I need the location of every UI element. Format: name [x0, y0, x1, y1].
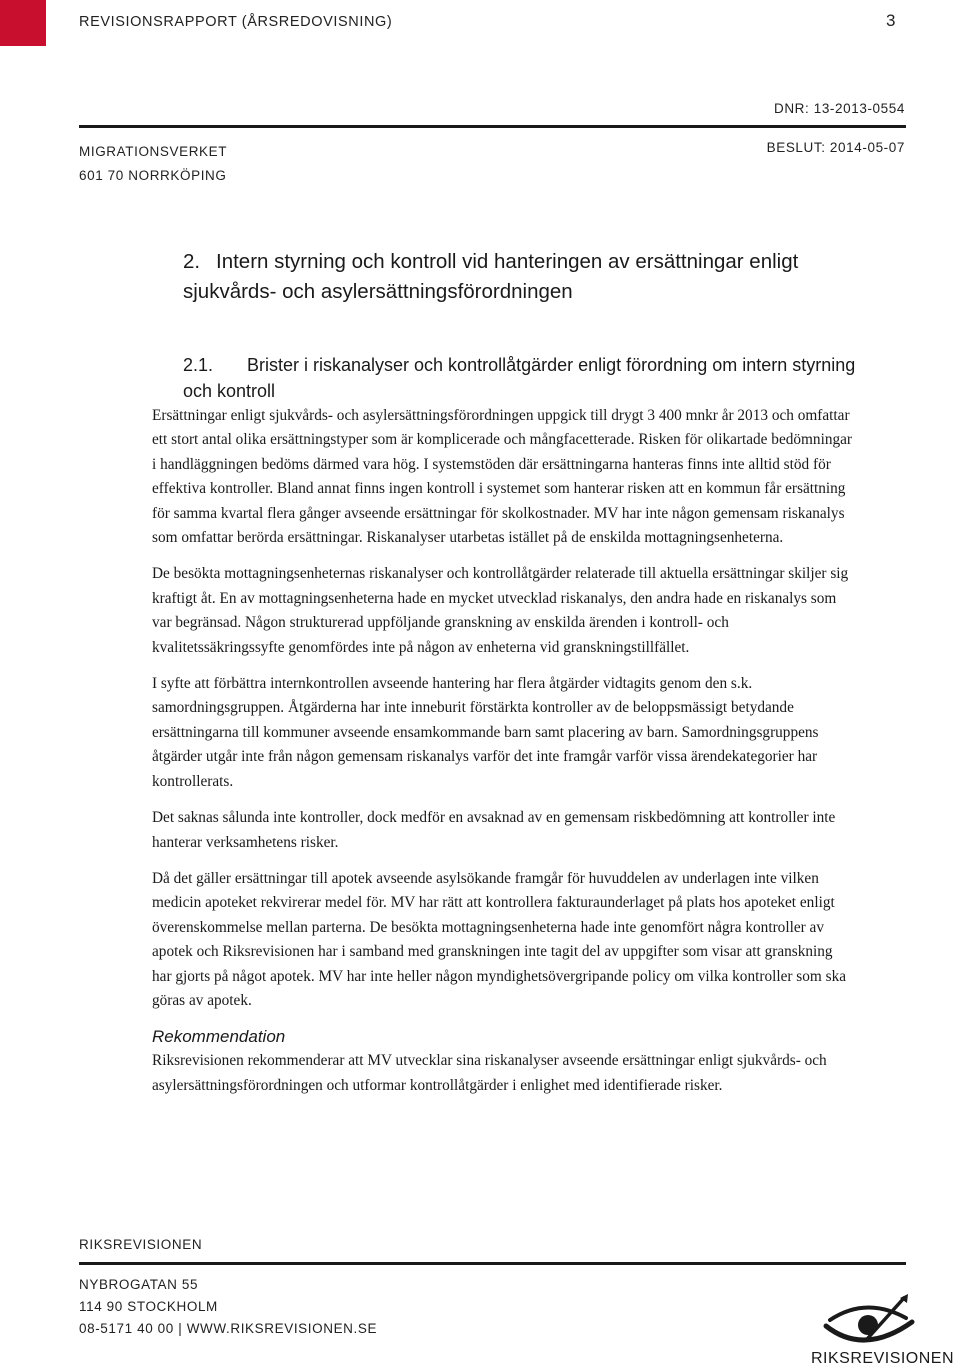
body-text — [152, 404, 852, 1110]
section-heading — [183, 247, 863, 307]
recipient-address: 601 70 NORRKÖPING — [79, 168, 227, 183]
recipient-block — [79, 140, 227, 188]
recommendation-heading: Rekommendation — [152, 1027, 286, 1047]
footer-contact — [79, 1318, 377, 1340]
diarienummer: DNR: 13-2013-0554 — [773, 101, 905, 116]
footer-separator: | — [178, 1321, 183, 1336]
recipient-name: MIGRATIONSVERKET — [79, 144, 228, 159]
logo-wordmark: RIKSREVISIONEN — [811, 1350, 955, 1367]
paragraph: Ersättningar enligt sjukvårds- och asylersättningsförordningen uppgick till drygt 3 400 mnkr år 2013 och omfattar ett stort antal olika ersättningstyper som är komplicerade och mångfacetterade. Risken för olikartade bedömningar i handläggningen bedöms därmed vara hög. I systemstöden där ersättningarna hanteras finns inte alltid stöd för effektiva kontroller. Bland annat finns ingen kontroll i systemet som hanterar risken att en kommun får ersättning för samma kvartal flera gånger avseende ersättningar för skolkostnader. MV har inte någon gemensam riskanalys som omfattar berörda ersättningar. Riskanalyser utarbetas istället på de enskilda mottagningsenheterna. — [152, 407, 853, 547]
page-number: 3 — [886, 11, 896, 30]
paragraph: De besökta mottagningsenheternas riskanalyser och kontrollåtgärder relaterade till aktuella ersättningar skiljer sig kraftigt åt. En av mottagningsenheterna hade en mycket utvecklad riskanalys, den andra hade en riskanalys som var begränsad. Någon strukturerad uppföljande granskning av enskilda ärenden i kontroll- och kvalitetssäkringssyfte genomfördes inte på någon av enheterna vid granskningstillfället. — [152, 565, 849, 656]
footer-city: 114 90 STOCKHOLM — [79, 1299, 218, 1314]
subsection-title: Brister i riskanalyser och kontrollåtgärder enligt förordning om intern styrning och kontroll — [183, 355, 856, 401]
recommendation-text: Riksrevisionen rekommenderar att MV utvecklar sina riskanalyser avseende ersättningar enligt sjukvårds- och asylersättningsförordningen och utformar kontrollåtgärder i enlighet med identifierade risker. — [152, 1052, 827, 1094]
section-number: 2. — [183, 250, 201, 273]
paragraph: I syfte att förbättra internkontrollen avseende hantering har flera åtgärder vidtagits genom den s.k. samordningsgruppen. Åtgärderna har inte inneburit förstärkta kontroller av de beloppsmässigt betydande ersättningarna till kommuner avseende ensamkommande barn samt placering av barn. Samordningsgruppens åtgärder utgår inte från någon gemensam riskanalys varför det inte framgår varför vissa ärendekategorier har kontrollerats. — [152, 675, 819, 790]
paragraph: Det saknas sålunda inte kontroller, dock medför en avsaknad av en gemensam riskbedömning att kontroller inte hanterar verksamhetens risker. — [152, 809, 836, 851]
subsection-heading — [183, 352, 883, 404]
footer-address — [79, 1274, 377, 1340]
footer-organization: RIKSREVISIONEN — [79, 1237, 203, 1252]
paragraph: Då det gäller ersättningar till apotek avseende asylsökande framgår för huvuddelen av underlagen inte vilken medicin apoteket rekvirerar medel för. MV har rätt att kontrollera fakturaunderlaget på plats hos apoteket enligt överenskommelse mellan parterna. De besökta mottagningsenheterna hade inte genomfört några kontroller av apotek och Riksrevisionen har i samband med granskningen inte tagit del av uppgifter som visar att granskning har gjorts på något apotek. MV har inte heller någon myndighetsövergripande policy om vilka kontroller som ska göras av apotek. — [152, 869, 847, 1009]
footer-website-link[interactable]: WWW.RIKSREVISIONEN.SE — [186, 1321, 378, 1336]
footer-street: NYBROGATAN 55 — [79, 1277, 199, 1292]
footer-rule — [79, 1262, 906, 1265]
header-rule — [79, 125, 906, 128]
document-type: REVISIONSRAPPORT (ÅRSREDOVISNING) — [79, 14, 393, 30]
decision-date: BESLUT: 2014-05-07 — [766, 140, 905, 155]
footer-phone: 08-5171 40 00 — [79, 1321, 174, 1336]
subsection-number: 2.1. — [183, 355, 214, 375]
brand-red-square — [0, 0, 46, 46]
section-title: Intern styrning och kontroll vid hanteringen av ersättningar enligt sjukvårds- och asylersättningsförordningen — [183, 250, 799, 303]
